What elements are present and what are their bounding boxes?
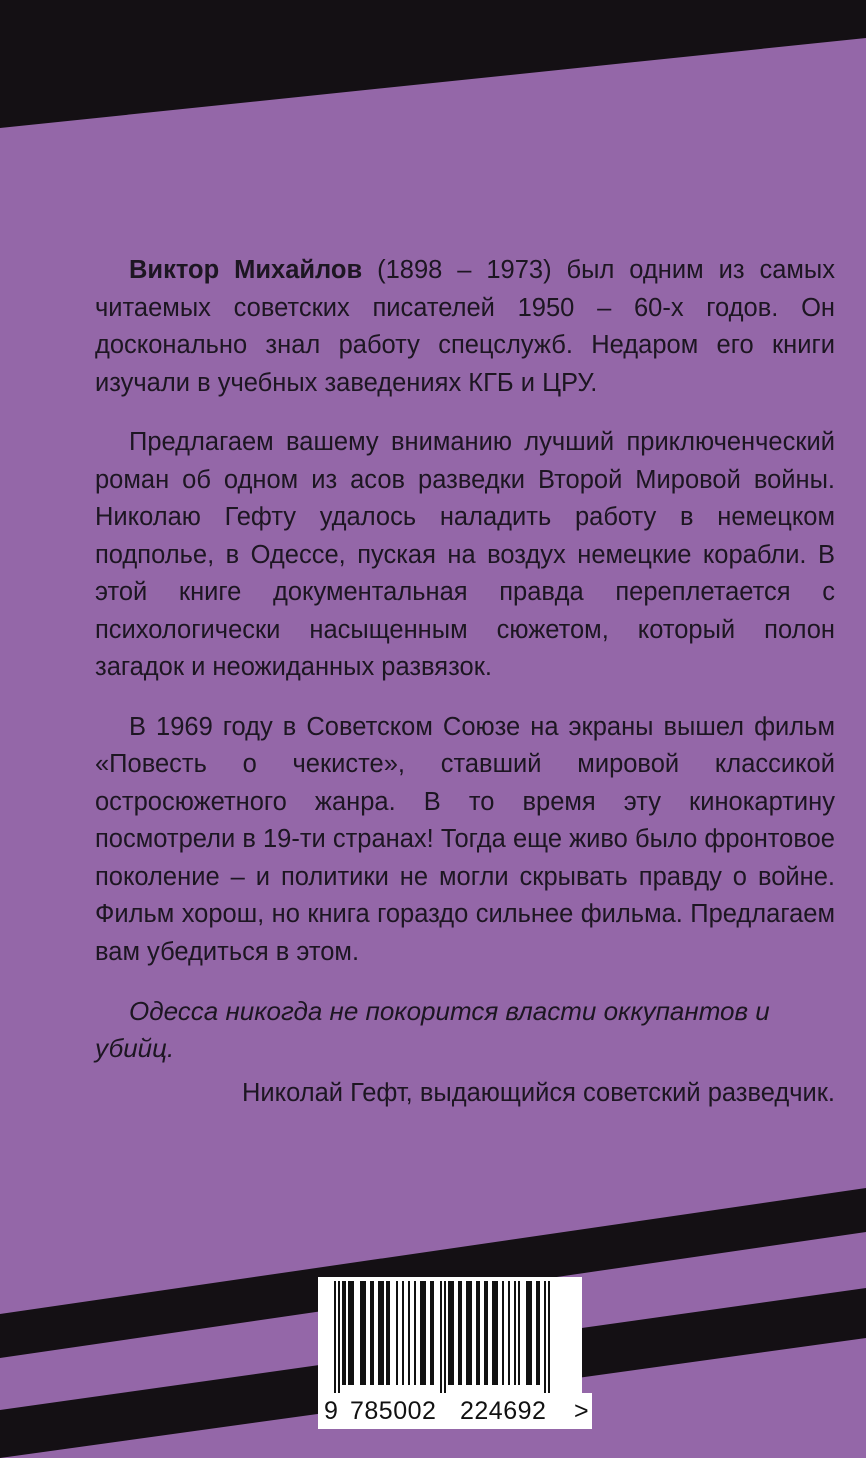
barcode-bar: [338, 1281, 340, 1393]
barcode-bar: [514, 1281, 516, 1385]
barcode-digits: [318, 1393, 592, 1429]
barcode-bar: [444, 1281, 446, 1393]
barcode-bar: [544, 1281, 546, 1393]
barcode-bar: [334, 1281, 336, 1393]
barcode-marker: >: [574, 1397, 590, 1425]
barcode-bar: [420, 1281, 426, 1385]
author-bio: (1898 – 1973) был одним из самых читаемых советских писателей 1950 – 60-х годов. Он досконально знал работу спецслужб. Недаром его книги изучали в учебных заведениях КГБ и ЦРУ.: [95, 256, 835, 397]
barcode-bar: [448, 1281, 454, 1385]
cover-text: [95, 252, 835, 1113]
top-black-stripe: [0, 0, 866, 128]
barcode-bar: [430, 1281, 434, 1385]
barcode-bar: [370, 1281, 374, 1385]
description-paragraph-1: Предлагаем вашему вниманию лучший приключенческий роман об одном из асов разведки Второй Мировой войны. Николаю Гефту удалось наладить работу в немецком подполье, в Одессе, пуская на воздух немецкие корабли. В этой книге документальная правда переплетается с психологически насыщенным сюжетом, который полон загадок и неожиданных развязок.: [95, 428, 835, 681]
barcode-bar: [536, 1281, 540, 1385]
author-paragraph: [95, 252, 835, 402]
barcode-bar: [466, 1281, 472, 1385]
barcode-bar: [502, 1281, 504, 1385]
quote-attribution: Николай Гефт, выдающийся советский разведчик.: [242, 1079, 835, 1107]
barcode-bar: [508, 1281, 510, 1385]
barcode-bar: [414, 1281, 416, 1385]
barcode-bar: [396, 1281, 398, 1385]
barcode-bar: [484, 1281, 488, 1385]
author-name: Виктор Михайлов: [129, 256, 363, 284]
barcode-bar: [378, 1281, 384, 1385]
quote-text: Одесса никогда не покорится власти оккупантов и убийц.: [95, 996, 770, 1063]
description-paragraph-2: В 1969 году в Советском Союзе на экраны вышел фильм «Повесть о чекисте», ставший мировой классикой остросюжетного жанра. В то время эту кинокартину посмотрели в 19-ти странах! Тогда еще живо было фронтовое поколение – и политики не могли скрывать правду о войне. Фильм хорош, но книга гораздо сильнее фильма. Предлагаем вам убедиться в этом.: [95, 712, 835, 966]
barcode-bar: [408, 1281, 410, 1385]
barcode-bars: [318, 1277, 582, 1393]
barcode-first-digit: 9: [324, 1397, 339, 1425]
barcode-bar: [348, 1281, 354, 1385]
barcode-bar: [440, 1281, 442, 1393]
barcode: [318, 1277, 582, 1393]
barcode-bar: [548, 1281, 550, 1393]
barcode-right-group: 224692: [460, 1397, 547, 1425]
barcode-bar: [458, 1281, 462, 1385]
barcode-bar: [402, 1281, 404, 1385]
barcode-bar: [518, 1281, 520, 1385]
barcode-bar: [386, 1281, 390, 1385]
barcode-bar: [342, 1281, 346, 1385]
barcode-bar: [526, 1281, 532, 1385]
barcode-bar: [476, 1281, 480, 1385]
barcode-bar: [492, 1281, 498, 1385]
barcode-bar: [360, 1281, 366, 1385]
barcode-left-group: 785002: [350, 1397, 437, 1425]
